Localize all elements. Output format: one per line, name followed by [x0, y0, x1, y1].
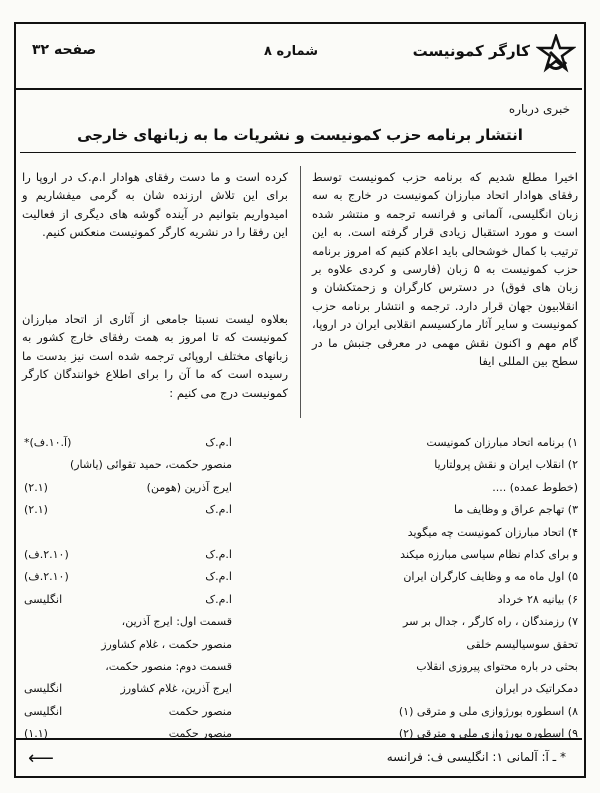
page-footer	[14, 738, 582, 776]
publication-author: ا.م.ک	[205, 436, 232, 449]
continue-arrow-icon: ⟵	[28, 748, 54, 769]
publication-language-code: (آ.۱۰.ف)*	[24, 436, 72, 449]
publication-title: ۱) برنامه اتحاد مبارزان کمونیست	[426, 436, 578, 449]
publication-author: ا.م.ک	[205, 547, 232, 561]
publication-language-code: انگلیسی	[24, 682, 63, 696]
publication-row	[20, 611, 292, 633]
publication-row	[20, 432, 292, 454]
publication-author: قسمت دوم: منصور حکمت،	[105, 659, 232, 673]
publication-title: ۷) رزمندگان ، راه کارگر ، جدال بر سر	[403, 615, 578, 629]
publication-row	[20, 656, 292, 678]
publication-title: دمکراتیک در ایران	[495, 682, 578, 696]
publication-title: ۸) اسطوره بورژوازی ملی و مترقی (۱)	[398, 704, 578, 718]
publication-row	[20, 634, 292, 656]
newspaper-title: کارگر کمونیست	[412, 42, 530, 60]
hammer-sickle-star-icon	[536, 34, 576, 78]
language-legend: * ـ آ: آلمانی ۱: انگلیسی ف: فرانسه	[386, 750, 566, 764]
publication-author: منصور حکمت	[168, 704, 232, 718]
right-column-paragraph: اخیرا مطلع شدیم که برنامه حزب کمونیست توسط رفقای هوادار اتحاد مبارزان کمونیست در خارج به سه زبان انگلیسی، آلمانی و فرانسه ترجمه و منتشر شده است و مورد استقبال زیادی قرار گرفته است. به این ترتیب با کمال خوشحالی باید اعلام کنیم که امروز برنامه حزب کمونیست به ۵ زبان (فارسی و کردی علاوه بر زبان های فوق) در دسترس کارگران و زحمتکشان و انقلابیون جهان قرار دارد. ترجمه و انتشار برنامه حزب کمونیست و سایر آثار مارکسیسم انقلابی ایران در اروپا، گام مهم و اکنون نقش مهمی در معرفی جنبش ما در سطح بین المللی ایفا	[312, 170, 578, 369]
publication-row	[20, 701, 292, 723]
left-column-paragraph-2: بعلاوه لیست نسبتا جامعی از آثاری از اتحاد مبارزان کمونیست که تا امروز به همت رفقای خارج کشور به زبانهای مختلف اروپائی ترجمه شده است نیز بدست ما رسیده است که ما آن را برای اطلاع خوانندگان کارگر کمونیست درج می کنیم :	[22, 312, 288, 400]
publication-language-code: (۲.۱۰.ف)	[24, 570, 69, 584]
publication-row	[20, 477, 292, 499]
publication-author: قسمت اول: ایرج آذرین،	[121, 615, 232, 629]
publication-row	[20, 499, 292, 521]
column-divider	[300, 166, 301, 418]
publication-title: بحثی در باره محتوای پیروزی انقلاب	[416, 659, 578, 673]
publication-row	[20, 566, 292, 588]
publication-title: ۴) اتحاد مبارزان کمونیست چه میگوید	[407, 525, 578, 539]
issue-number: شماره ۸	[264, 44, 319, 59]
headline-rule	[20, 152, 576, 153]
publication-title: (خطوط عمده) ....	[492, 480, 578, 494]
publication-author: ا.م.ک	[205, 592, 232, 606]
publication-language-code: (۲.۱۰.ف)	[24, 547, 69, 561]
publication-authors-table	[20, 432, 292, 745]
page-number: صفحه ۳۲	[32, 42, 97, 58]
publication-row	[20, 544, 292, 566]
article-kicker: خبری درباره	[508, 102, 570, 116]
publication-author: ایرج آذرین (هومن)	[146, 480, 232, 494]
publication-author: ایرج آذرین، غلام کشاورز	[120, 682, 232, 696]
publication-author: منصور حکمت	[168, 727, 232, 741]
publication-language-code: (۱.۱)	[24, 727, 48, 741]
publication-title: ۲) انقلاب ایران و نقش پرولتاریا	[434, 458, 578, 472]
publication-title: ۹) اسطوره بورژوازی ملی و مترقی (۲)	[398, 727, 578, 741]
publication-language-code: (۲.۱)	[24, 503, 48, 517]
publication-title: تحقق سوسیالیسم خلقی	[466, 637, 578, 651]
left-column-paragraph-1: کرده است و ما دست رفقای هوادار ا.م.ک در اروپا را برای این تلاش ارزنده شان به گرمی میفشاریم و امیدواریم بتوانیم در آینده گوشه های دیگری از فعالیت این رفقا را در نشریه کارگر کمونیست منعکس کنیم.	[22, 170, 288, 240]
publication-titles-list	[310, 432, 578, 745]
publication-row	[20, 522, 292, 544]
publication-author: منصور حکمت، حمید تقوائی (یاشار)	[69, 458, 232, 472]
publication-language-code: (۲.۱)	[24, 480, 48, 494]
publication-author: ا.م.ک	[205, 570, 232, 584]
publication-language-code: انگلیسی	[24, 592, 63, 606]
publication-language-code: انگلیسی	[24, 704, 63, 718]
article-headline: انتشار برنامه حزب کمونیست و نشریات ما به زبانهای خارجی	[77, 126, 523, 144]
publication-author: منصور حکمت ، غلام کشاورز	[101, 637, 232, 651]
publication-title: ۵) اول ماه مه و وظایف کارگران ایران	[403, 570, 578, 584]
publication-title: ۶) بیانیه ۲۸ خرداد	[497, 592, 578, 606]
publication-row	[20, 454, 292, 476]
masthead	[14, 22, 582, 90]
publication-row	[20, 678, 292, 700]
publication-row	[20, 589, 292, 611]
publication-title: و برای کدام نظام سیاسی مبارزه میکند	[400, 547, 578, 561]
publication-author: ا.م.ک	[205, 503, 232, 517]
publication-title: ۳) تهاجم عراق و وظایف ما	[454, 503, 578, 517]
